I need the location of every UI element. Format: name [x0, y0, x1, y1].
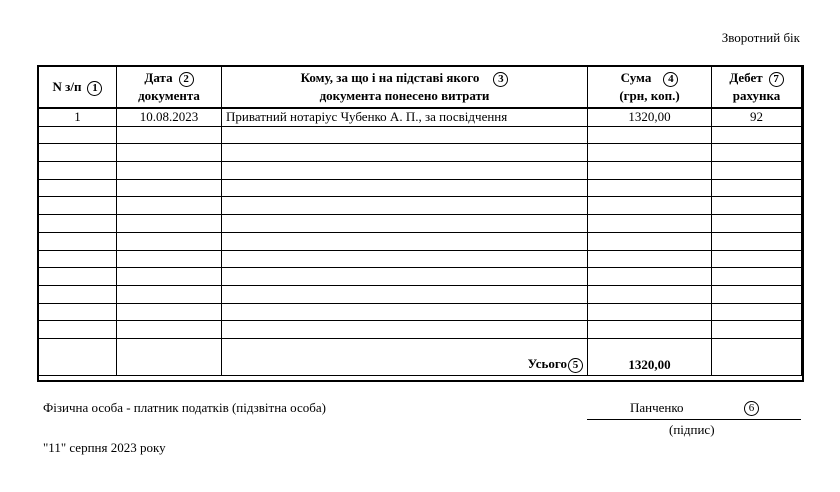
table-row-empty — [39, 285, 802, 303]
empty-cell — [39, 303, 117, 321]
empty-cell — [39, 321, 117, 339]
empty-cell — [588, 162, 712, 180]
table-row-empty — [39, 303, 802, 321]
empty-cell — [712, 250, 802, 268]
table-row-empty — [39, 126, 802, 144]
empty-cell — [712, 321, 802, 339]
empty-cell — [117, 232, 222, 250]
table-row-empty — [39, 250, 802, 268]
total-label-cell — [222, 338, 588, 375]
table-row — [39, 108, 802, 126]
empty-cell — [222, 144, 588, 162]
empty-cell — [117, 303, 222, 321]
empty-cell — [222, 215, 588, 233]
empty-cell — [39, 179, 117, 197]
empty-cell — [712, 303, 802, 321]
total-marker: 5 — [568, 358, 583, 373]
total-label: Усього — [527, 356, 567, 372]
cell-debit: 92 — [712, 108, 802, 126]
empty-cell — [39, 338, 117, 375]
empty-cell — [712, 338, 802, 375]
expense-table — [38, 66, 802, 376]
col-header-description — [222, 67, 588, 109]
empty-cell — [117, 162, 222, 180]
empty-cell — [117, 338, 222, 375]
empty-cell — [117, 285, 222, 303]
empty-cell — [117, 268, 222, 286]
col-header-debit-line2: рахунка — [732, 88, 781, 103]
empty-cell — [222, 285, 588, 303]
empty-cell — [117, 179, 222, 197]
empty-cell — [588, 285, 712, 303]
empty-cell — [39, 162, 117, 180]
table-header-row — [39, 67, 802, 109]
empty-cell — [39, 268, 117, 286]
col-header-number — [39, 67, 117, 109]
empty-cell — [712, 268, 802, 286]
empty-cell — [39, 232, 117, 250]
empty-cell — [39, 215, 117, 233]
col-sum-marker: 4 — [663, 72, 678, 87]
empty-cell — [588, 144, 712, 162]
empty-cell — [117, 197, 222, 215]
empty-cell — [117, 215, 222, 233]
empty-cell — [588, 126, 712, 144]
empty-cell — [712, 232, 802, 250]
empty-cell — [117, 250, 222, 268]
empty-cell — [39, 144, 117, 162]
empty-cell — [588, 303, 712, 321]
signature-marker-wrap — [744, 399, 759, 417]
col-header-date — [117, 67, 222, 109]
cell-number: 1 — [39, 108, 117, 126]
empty-cell — [712, 144, 802, 162]
total-value: 1320,00 — [588, 338, 712, 375]
empty-cell — [588, 232, 712, 250]
empty-cell — [222, 232, 588, 250]
table-row-empty — [39, 268, 802, 286]
signature-caption: (підпис) — [669, 422, 715, 437]
col-header-description-line1: Кому, за що і на підставі якого — [300, 70, 480, 85]
col-header-sum-line1: Сума — [620, 70, 652, 85]
col-date-marker: 2 — [179, 72, 194, 87]
person-label: Фізична особа - платник податків (підзвітна особа) — [43, 400, 326, 415]
empty-cell — [712, 162, 802, 180]
signature-marker: 6 — [744, 401, 759, 416]
cell-description: Приватний нотаріус Чубенко А. П., за посвідчення — [222, 108, 588, 126]
signature-name: Панченко — [630, 400, 684, 415]
empty-cell — [222, 303, 588, 321]
empty-cell — [222, 179, 588, 197]
col-debit-marker: 7 — [769, 72, 784, 87]
table-row-empty — [39, 162, 802, 180]
cell-sum: 1320,00 — [588, 108, 712, 126]
empty-cell — [588, 250, 712, 268]
empty-cell — [117, 321, 222, 339]
empty-cell — [39, 250, 117, 268]
empty-cell — [222, 197, 588, 215]
empty-cell — [117, 126, 222, 144]
table-row-empty — [39, 197, 802, 215]
table-row-empty — [39, 179, 802, 197]
empty-cell — [588, 179, 712, 197]
empty-cell — [712, 215, 802, 233]
col-header-number-label: N з/п — [52, 79, 82, 94]
table-row-empty — [39, 232, 802, 250]
empty-cell — [588, 197, 712, 215]
empty-cell — [588, 215, 712, 233]
empty-cell — [222, 162, 588, 180]
empty-cell — [222, 321, 588, 339]
table-row-empty — [39, 144, 802, 162]
date-line: "11" серпня 2023 року — [43, 440, 166, 455]
table-row-empty — [39, 215, 802, 233]
empty-cell — [222, 268, 588, 286]
col-header-date-line2: документа — [138, 88, 200, 103]
total-row — [39, 338, 802, 375]
empty-cell — [588, 321, 712, 339]
signature-line — [587, 419, 801, 420]
col-header-debit — [712, 67, 802, 109]
empty-cell — [39, 197, 117, 215]
empty-cell — [222, 126, 588, 144]
empty-cell — [588, 268, 712, 286]
cell-date: 10.08.2023 — [117, 108, 222, 126]
col-header-sum — [588, 67, 712, 109]
empty-cell — [222, 250, 588, 268]
side-label: Зворотний бік — [721, 30, 800, 45]
empty-cell — [39, 126, 117, 144]
empty-cell — [712, 179, 802, 197]
empty-cell — [712, 285, 802, 303]
col-header-description-line2: документа понесено витрати — [319, 88, 490, 103]
col-number-marker: 1 — [87, 81, 102, 96]
col-header-debit-line1: Дебет — [729, 70, 763, 85]
col-header-sum-line2: (грн, коп.) — [619, 88, 680, 103]
col-description-marker: 3 — [493, 72, 508, 87]
table-row-empty — [39, 321, 802, 339]
col-header-date-line1: Дата — [144, 70, 173, 85]
empty-cell — [39, 285, 117, 303]
empty-cell — [712, 126, 802, 144]
empty-cell — [712, 197, 802, 215]
empty-cell — [117, 144, 222, 162]
